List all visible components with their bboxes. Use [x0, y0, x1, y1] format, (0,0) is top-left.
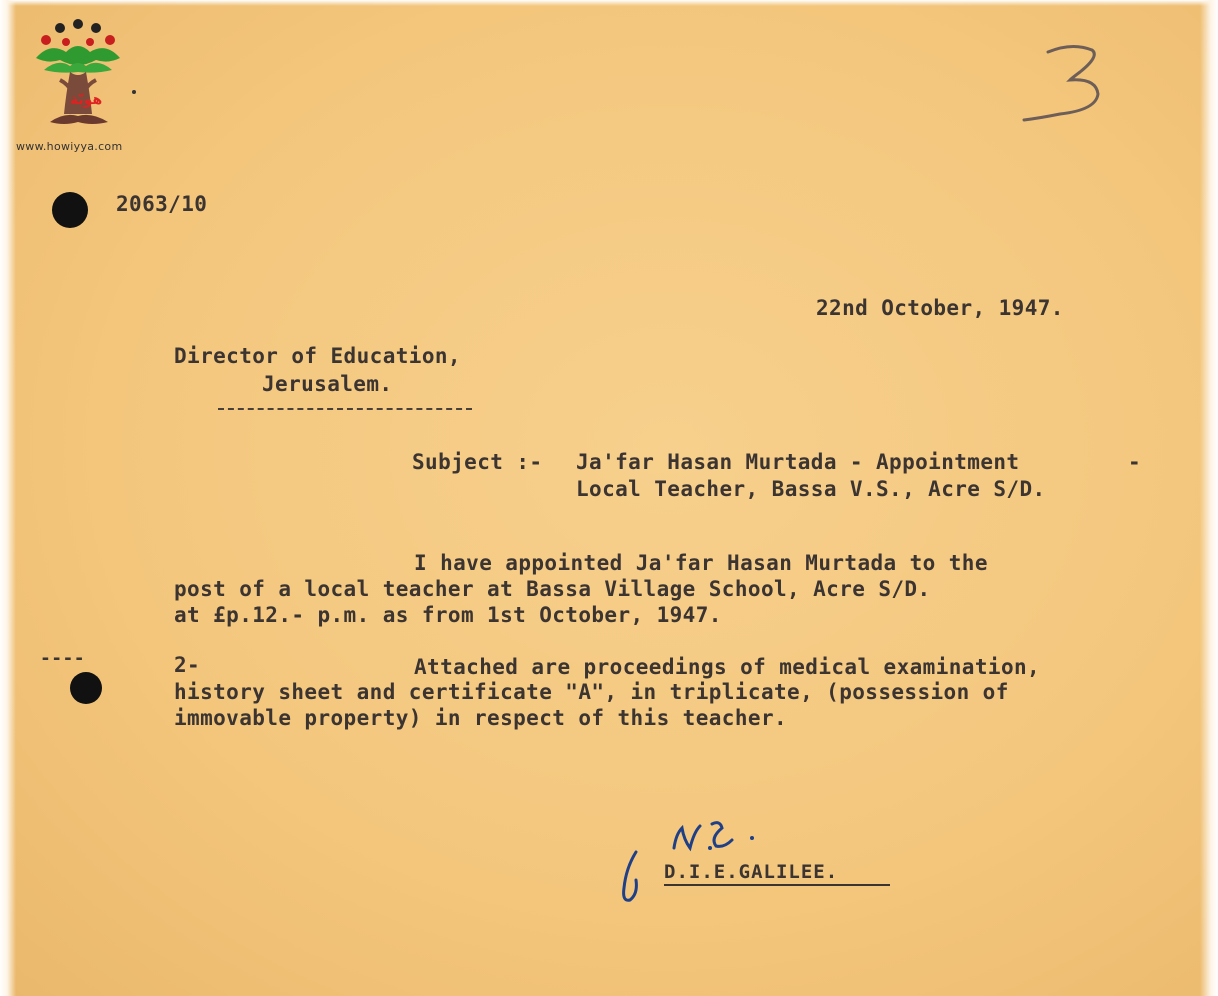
paragraph-1-line-3: at £p.12.- p.m. as from 1st October, 1947.: [174, 603, 722, 627]
paragraph-1-line-2: post of a local teacher at Bassa Village School, Acre S/D.: [174, 577, 931, 601]
addressee-line-1: Director of Education,: [174, 344, 461, 368]
signature-underline: [664, 884, 890, 886]
speck: [132, 90, 136, 94]
addressee-underline: [218, 408, 472, 410]
svg-text:N.S.: N.S.: [674, 838, 677, 839]
howiyya-logo: [14, 16, 142, 156]
punch-hole-top: [52, 192, 88, 228]
folio-number: [1020, 38, 1110, 128]
paragraph-2-line-2: history sheet and certificate "A", in triplicate, (possession of: [174, 680, 1009, 704]
subject-line-1: Ja'far Hasan Murtada - Appointment: [576, 450, 1020, 474]
signatory-title: D.I.E.GALILEE.: [664, 861, 839, 883]
subject-label: Subject :-: [412, 450, 543, 474]
punch-hole-bottom: [70, 672, 102, 704]
tree-logo-icon: [30, 18, 126, 138]
letter-date: 22nd October, 1947.: [816, 296, 1064, 320]
margin-dash: ----: [40, 648, 85, 669]
scan-edge-right: [1200, 0, 1218, 996]
paragraph-2-line-1: Attached are proceedings of medical examination,: [414, 655, 1041, 679]
paragraph-1-line-1: I have appointed Ja'far Hasan Murtada to the: [414, 551, 988, 575]
paragraph-2-line-3: immovable property) in respect of this teacher.: [174, 706, 788, 730]
paragraph-2-number: 2-: [174, 653, 201, 677]
subject-line-2: Local Teacher, Bassa V.S., Acre S/D.: [576, 477, 1046, 501]
logo-url-text: www.howiyya.com: [16, 140, 123, 153]
subject-trailing-dash: -: [1128, 450, 1142, 474]
file-reference: 2063/10: [116, 192, 208, 216]
svg-text:هويّة: هويّة: [70, 92, 103, 108]
scan-edge-top: [0, 0, 1218, 6]
addressee-line-2: Jerusalem.: [262, 372, 393, 396]
